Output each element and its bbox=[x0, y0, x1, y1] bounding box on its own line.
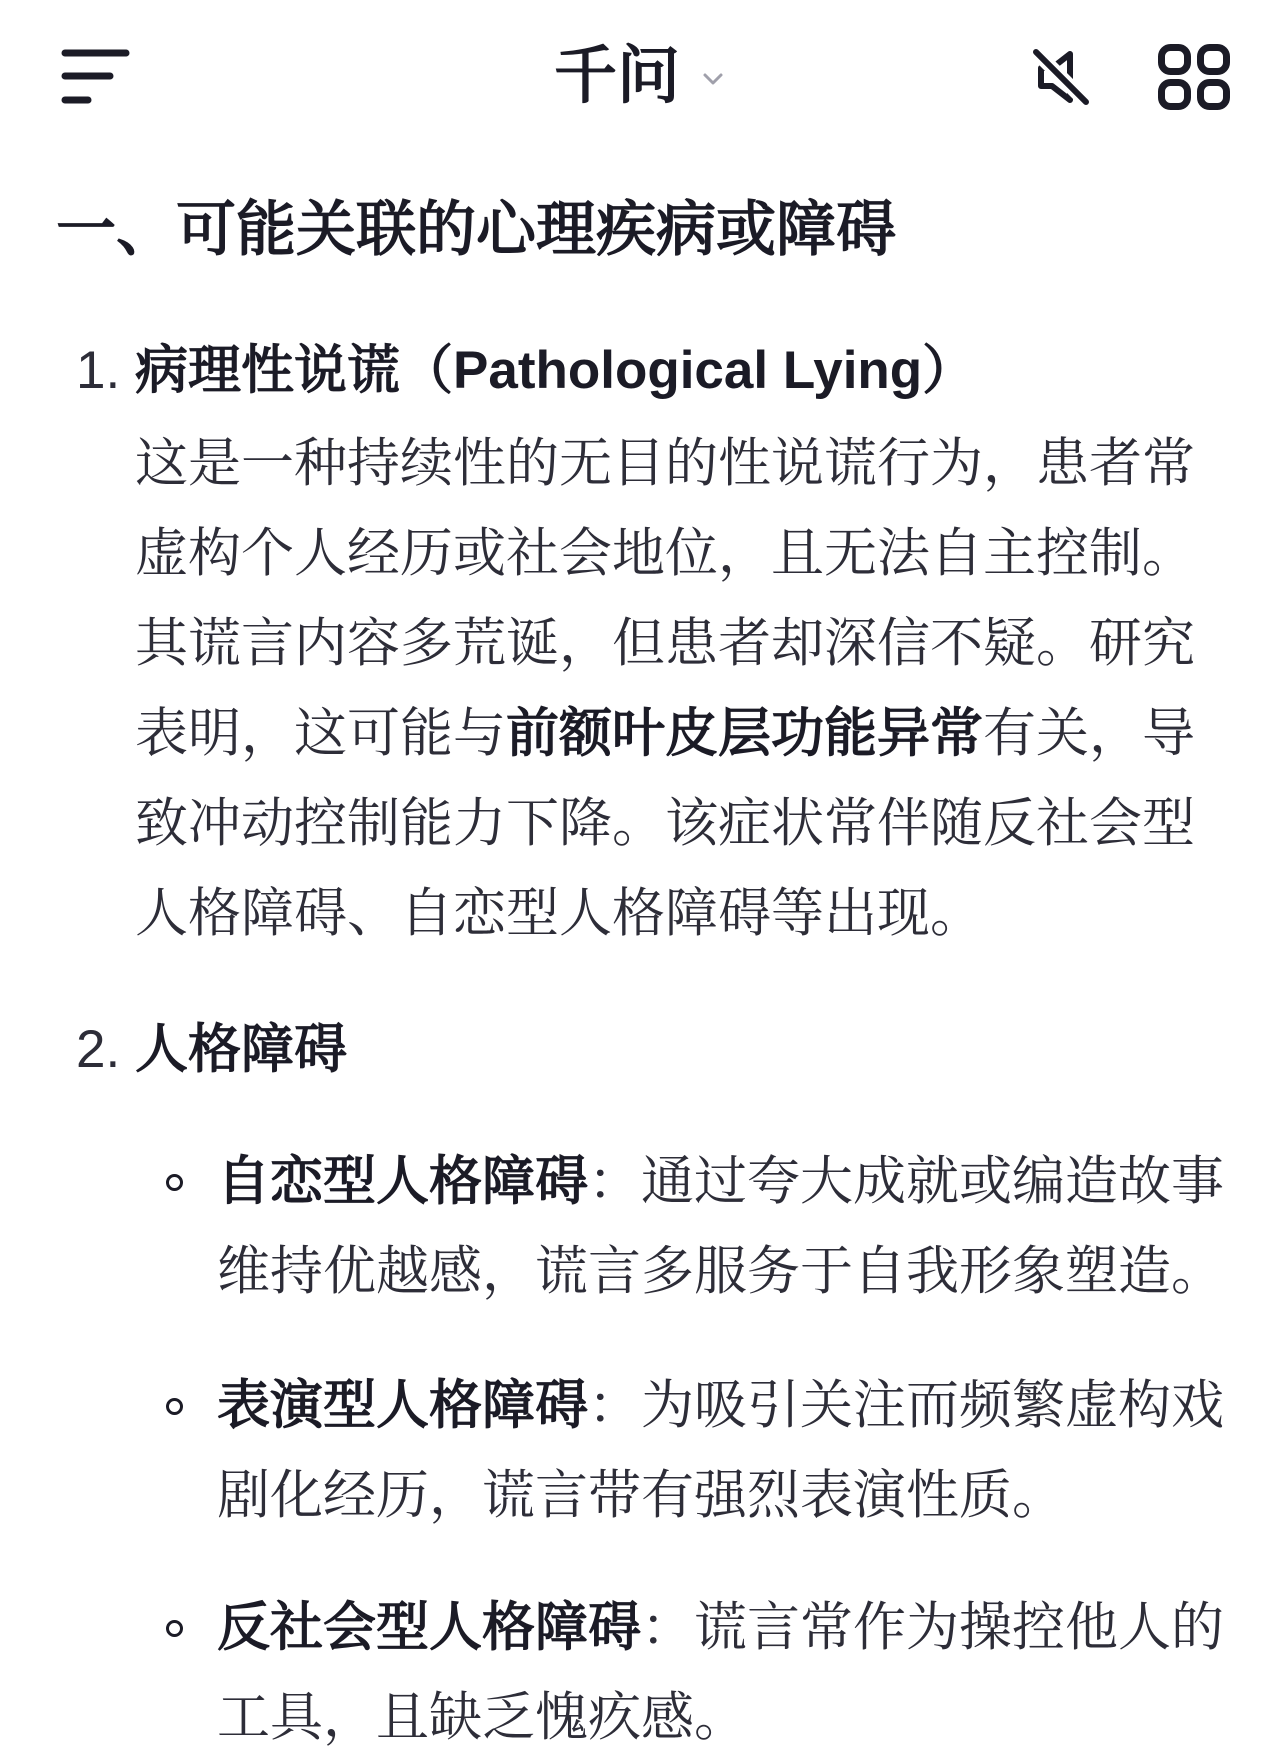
paragraph-line: 这是一种持续性的无目的性说谎行为，患者常 bbox=[135, 434, 1195, 493]
bullet-line: 维持优越感，谎言多服务于自我形象塑造。 bbox=[217, 1242, 1224, 1301]
menu-button[interactable] bbox=[60, 45, 132, 107]
menu-icon bbox=[60, 45, 132, 107]
item-title: 人格障碍 bbox=[135, 1020, 347, 1079]
bullet-label: 表演型人格障碍 bbox=[217, 1376, 588, 1435]
section-heading: 一、可能关联的心理疾病或障碍 bbox=[56, 196, 896, 263]
paragraph-line: 虚构个人经历或社会地位，且无法自主控制。 bbox=[135, 524, 1195, 583]
bullet-item-histrionic bbox=[0, 1376, 1280, 1526]
item-title-row bbox=[0, 341, 1280, 401]
top-bar bbox=[0, 0, 1280, 152]
paragraph-line: 其谎言内容多荒诞，但患者却深信不疑。研究 bbox=[135, 614, 1195, 673]
item-number: 2. bbox=[76, 1020, 121, 1079]
bullet-item-antisocial bbox=[0, 1598, 1280, 1748]
bullet-line: 工具，且缺乏愧疚感。 bbox=[217, 1688, 747, 1747]
bullet-marker bbox=[166, 1398, 183, 1415]
bullet-line: 剧化经历，谎言带有强烈表演性质。 bbox=[217, 1466, 1065, 1525]
bullet-text: ：谎言常作为操控他人的 bbox=[641, 1598, 1224, 1657]
bullet-text: ：为吸引关注而频繁虚构戏 bbox=[588, 1376, 1224, 1435]
bullet-line bbox=[0, 1376, 1280, 1436]
answer-content bbox=[0, 152, 1280, 1748]
paragraph-text: 表明，这可能与 bbox=[135, 704, 506, 763]
item-title: 病理性说谎（Pathological Lying） bbox=[135, 341, 976, 400]
paragraph-text: 有关，导 bbox=[983, 704, 1195, 763]
paragraph-line: 致冲动控制能力下降。该症状常伴随反社会型 bbox=[135, 794, 1195, 853]
bullet-text: ：通过夸大成就或编造故事 bbox=[588, 1152, 1224, 1211]
list-item-pathological-lying bbox=[0, 341, 1280, 944]
chevron-down-icon bbox=[702, 72, 724, 86]
bullet-line bbox=[0, 1152, 1280, 1212]
apps-button[interactable] bbox=[1157, 43, 1231, 111]
grid-icon bbox=[1157, 43, 1231, 111]
bullet-marker bbox=[166, 1174, 183, 1191]
bullet-item-narcissistic bbox=[0, 1152, 1280, 1302]
model-selector[interactable] bbox=[554, 40, 724, 112]
bullet-marker bbox=[166, 1620, 183, 1637]
paragraph-line bbox=[0, 704, 1280, 764]
emphasis-text: 前额叶皮层功能异常 bbox=[506, 704, 983, 763]
bullet-line bbox=[0, 1598, 1280, 1658]
bullet-label: 自恋型人格障碍 bbox=[217, 1152, 588, 1211]
item-number: 1. bbox=[76, 341, 121, 400]
speaker-muted-icon bbox=[1027, 43, 1095, 111]
mute-button[interactable] bbox=[1027, 43, 1095, 111]
bullet-label: 反社会型人格障碍 bbox=[217, 1598, 641, 1657]
app-title: 千问 bbox=[554, 41, 680, 111]
paragraph-line: 人格障碍、自恋型人格障碍等出现。 bbox=[135, 884, 983, 943]
item-title-row bbox=[0, 1020, 1280, 1080]
list-item-personality-disorders bbox=[0, 1020, 1280, 1748]
